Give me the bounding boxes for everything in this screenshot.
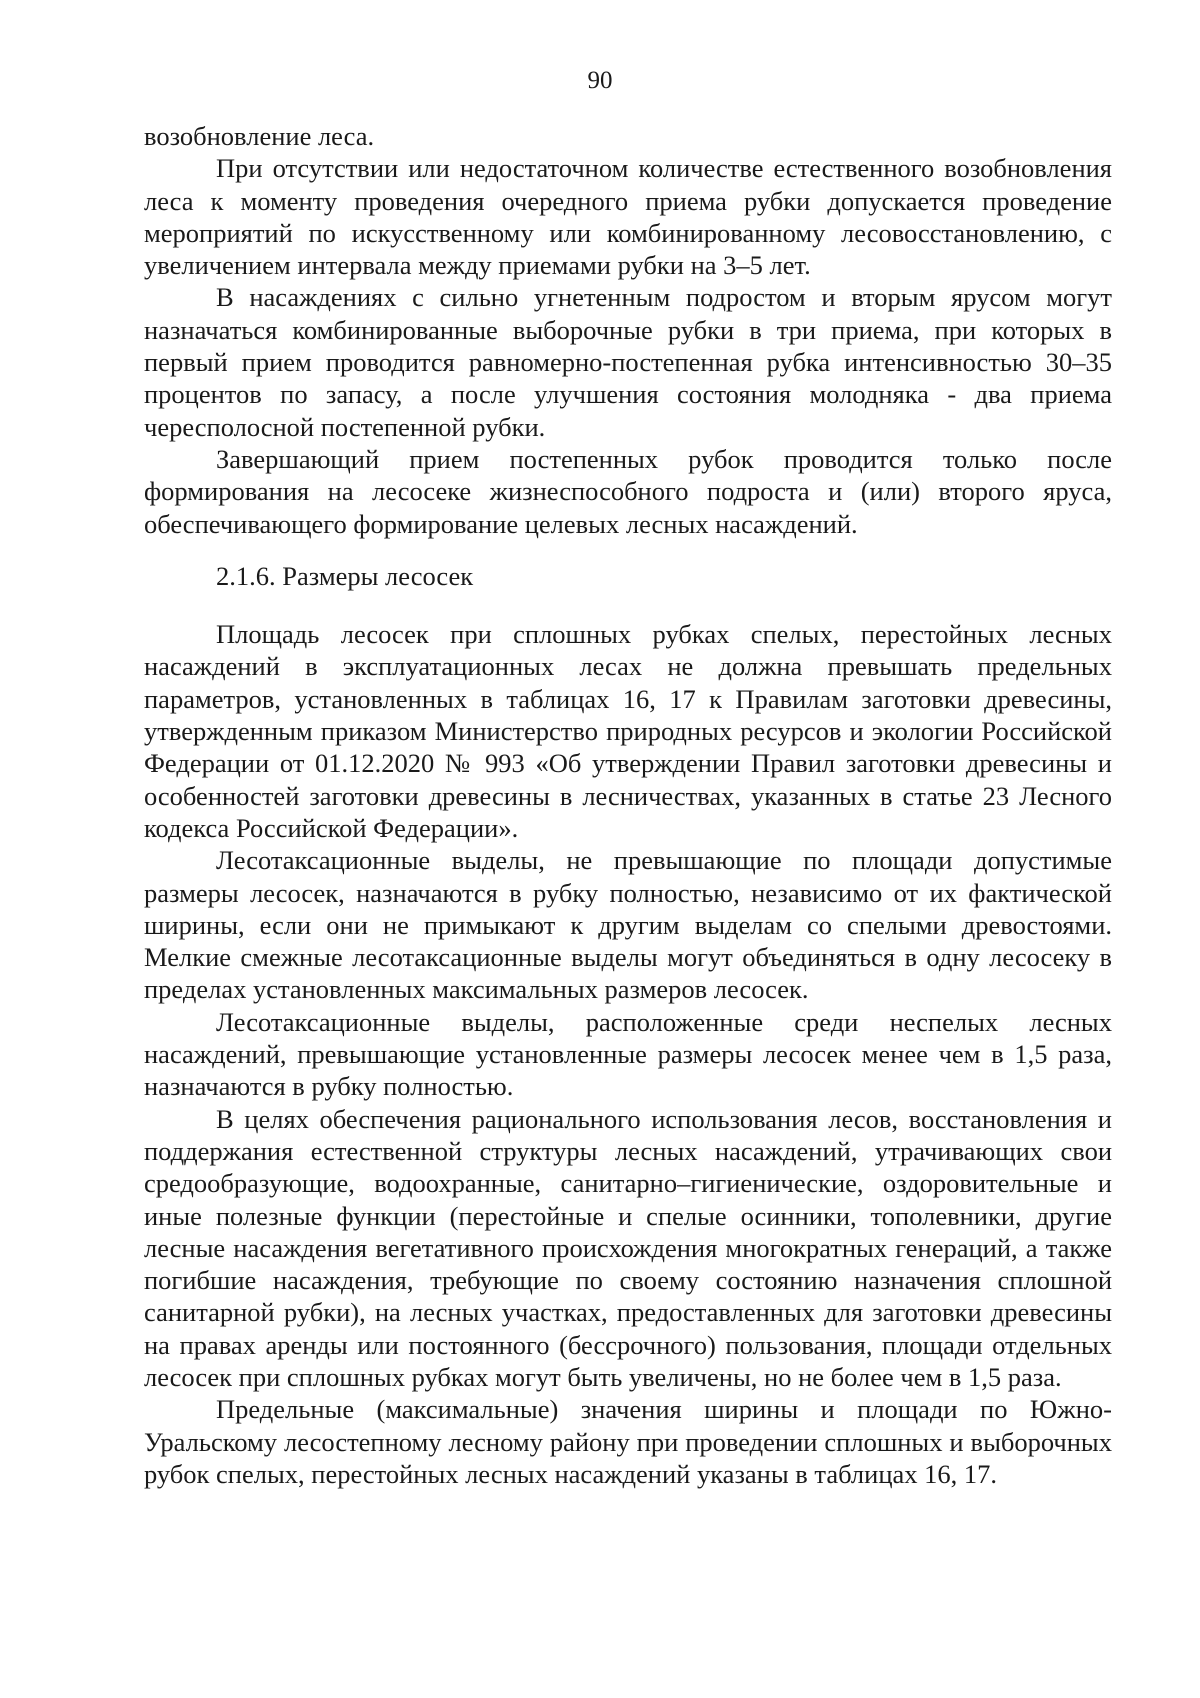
paragraph-rational-use: В целях обеспечения рационального использования лесов, восстановления и поддержания естественной структуры лесных насаждений, утрачивающих свои средообразующие, водоохранные, санитарно–гигиенические, оздоровительные и иные полезные функции (перестойные и спелые осинники, тополевники, другие лесные насаждения вегетативного происхождения многократных генераций, а также погибшие насаждения, требующие по своему состоянию назначения сплошной санитарной рубки), на лесных участках, предоставленных для заготовки древесины на правах аренды или постоянного (бессрочного) пользования, площади отдельных лесосек при сплошных рубках могут быть увеличены, но не более чем в 1,5 раза.: [144, 1103, 1112, 1392]
paragraph-continuation: возобновление леса.: [144, 121, 375, 151]
paragraph-max-values-tables: Предельные (максимальные) значения ширины и площади по Южно-Уральскому лесостепному лесному району при проведении сплошных и выборочных рубок спелых, перестойных лесных насаждений указаны в таблицах 16, 17.: [144, 1394, 1112, 1489]
document-body: [144, 120, 1112, 1490]
paragraph-combined-selective-cuttings: В насаждениях с сильно угнетенным подростом и вторым ярусом могут назначаться комбинированные выборочные рубки в три приема, при которых в первый прием проводится равномерно-постепенная рубка интенсивностью 30–35 процентов по запасу, а после улучшения состояния молодняка - два приема чересполосной постепенной рубки.: [144, 282, 1112, 442]
section-heading: 2.1.6. Размеры лесосек: [216, 560, 474, 591]
paragraph-artificial-regeneration: При отсутствии или недостаточном количестве естественного возобновления леса к моменту проведения очередного приема рубки допускается проведение мероприятий по искусственному или комбинированному лесовосстановлению, с увеличением интервала между приемами рубки на 3–5 лет.: [144, 153, 1112, 281]
paragraph-final-cutting: Завершающий прием постепенных рубок проводится только после формирования на лесосеке жизнеспособного подроста и (или) второго яруса, обеспечивающего формирование целевых лесных насаждений.: [144, 443, 1112, 539]
paragraph-immature-stands: Лесотаксационные выделы, расположенные среди неспелых лесных насаждений, превышающие установленные размеры лесосек менее чем в 1,5 раза, назначаются в рубку полностью.: [144, 1006, 1112, 1102]
paragraph-clearcut-area-limits: Площадь лесосек при сплошных рубках спелых, перестойных лесных насаждений в эксплуатационных лесах не должна превышать предельных параметров, установленных в таблицах 16, 17 к Правилам заготовки древесины, утвержденным приказом Министерство природных ресурсов и экологии Российской Федерации от 01.12.2020 № 993 «Об утверждении Правил заготовки древесины и особенностей заготовки древесины в лесничествах, указанных в статье 23 Лесного кодекса Российской Федерации».: [144, 619, 1112, 843]
paragraph-stand-allotments: Лесотаксационные выделы, не превышающие по площади допустимые размеры лесосек, назначаются в рубку полностью, независимо от их фактической ширины, если они не примыкают к другим выделам со спелыми древостоями. Мелкие смежные лесотаксационные выделы могут объединяться в одну лесосеку в пределах установленных максимальных размеров лесосек.: [144, 845, 1112, 1005]
page-number: 90: [587, 67, 613, 94]
